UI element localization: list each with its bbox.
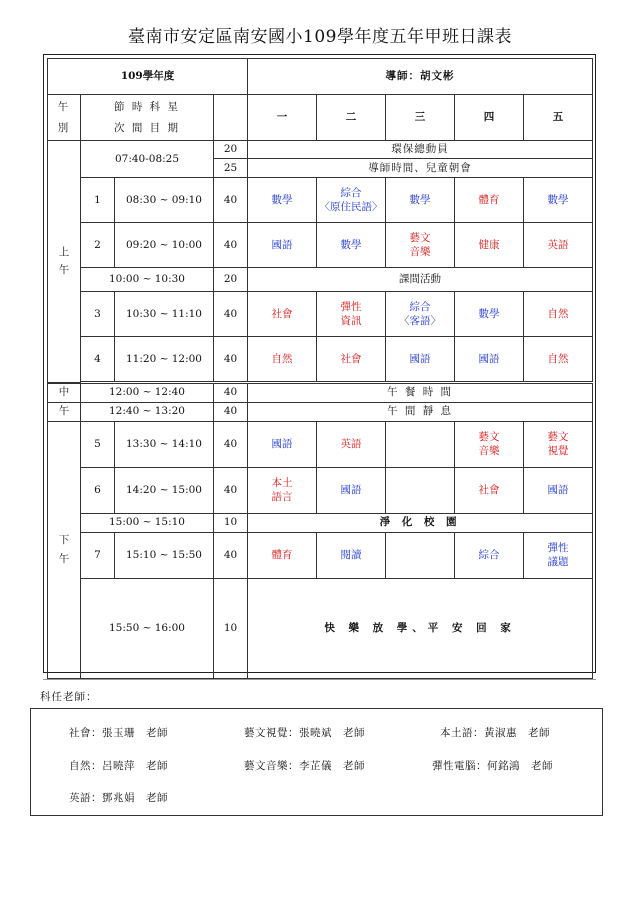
table-row xyxy=(48,532,593,578)
table-row xyxy=(48,402,593,421)
subject-cell: 閱讀 xyxy=(317,532,386,578)
period-time: 14:20 ~ 15:00 xyxy=(115,467,214,513)
minutes-header xyxy=(214,95,248,141)
period-number: 7 xyxy=(81,532,115,578)
subject-cell: 國語 xyxy=(248,223,317,268)
minutes: 40 xyxy=(214,223,248,268)
minutes: 10 xyxy=(214,513,248,532)
minutes: 40 xyxy=(214,467,248,513)
weekday-row xyxy=(48,95,593,141)
header-text: 午 xyxy=(57,101,71,114)
table-row xyxy=(48,223,593,268)
subject-cell: 數學 xyxy=(248,178,317,223)
label-char: 下 xyxy=(58,534,70,547)
table-row xyxy=(48,467,593,513)
teacher-entry: 英語：鄧兆娟 老師 xyxy=(69,792,168,804)
period-time: 13:30 ~ 14:10 xyxy=(115,421,214,467)
subject-cell: 英語 xyxy=(317,421,386,467)
period-time: 08:30 ~ 09:10 xyxy=(115,178,214,223)
subject-cell xyxy=(386,421,455,467)
subject-cell: 國語 xyxy=(455,337,524,382)
subject-cell: 自然 xyxy=(524,337,593,382)
subject-cell: 彈性 議題 xyxy=(524,532,593,578)
subject-cell: 自然 xyxy=(524,292,593,337)
activity: 環保總動員 xyxy=(248,141,593,159)
table-row xyxy=(48,383,593,402)
rest-time: 12:40 ~ 13:20 xyxy=(81,402,214,421)
subject-teachers-box xyxy=(30,708,603,816)
minutes: 20 xyxy=(214,268,248,292)
header-row xyxy=(48,59,593,95)
day-tue: 二 xyxy=(317,95,386,141)
period-time: 09:20 ~ 10:00 xyxy=(115,223,214,268)
label-char: 午 xyxy=(58,264,70,277)
period-number: 5 xyxy=(81,421,115,467)
teacher-entry: 自然：呂曉萍 老師 xyxy=(69,760,168,772)
period-number: 3 xyxy=(81,292,115,337)
minutes: 20 xyxy=(214,141,248,159)
school-year: 109學年度 xyxy=(48,59,248,95)
minutes: 40 xyxy=(214,402,248,421)
afternoon-label xyxy=(48,421,81,678)
subject-cell: 綜合 〈原住民語〉 xyxy=(317,178,386,223)
minutes: 40 xyxy=(214,178,248,223)
noon-label: 午 xyxy=(48,402,81,421)
subject-cell: 健康 xyxy=(455,223,524,268)
day-mon: 一 xyxy=(248,95,317,141)
header-text: 次 間 目 期 xyxy=(113,121,180,134)
table-row xyxy=(48,421,593,467)
subject-cell: 藝文 視覺 xyxy=(524,421,593,467)
header-text: 別 xyxy=(57,121,71,134)
minutes: 25 xyxy=(214,159,248,178)
subject-cell xyxy=(386,532,455,578)
subject-cell: 自然 xyxy=(248,337,317,382)
day-fri: 五 xyxy=(524,95,593,141)
subject-cell: 數學 xyxy=(386,178,455,223)
early-time: 07:40-08:25 xyxy=(81,141,214,178)
table-row xyxy=(48,337,593,382)
table-row xyxy=(48,268,593,292)
divider xyxy=(43,679,596,680)
table-row xyxy=(48,292,593,337)
subject-cell: 數學 xyxy=(455,292,524,337)
homeroom-teacher: 導師：胡文彬 xyxy=(248,59,593,95)
subject-cell: 英語 xyxy=(524,223,593,268)
minutes: 40 xyxy=(214,532,248,578)
table-row xyxy=(48,513,593,532)
table-row xyxy=(48,141,593,159)
subject-cell: 體育 xyxy=(248,532,317,578)
period-number: 1 xyxy=(81,178,115,223)
label-char: 午 xyxy=(58,552,70,565)
lunch-time: 12:00 ~ 12:40 xyxy=(81,383,214,402)
header-text: 節 時 科 星 xyxy=(113,101,180,114)
subject-cell: 綜合 〈客語〉 xyxy=(386,292,455,337)
minutes: 40 xyxy=(214,383,248,402)
minutes: 10 xyxy=(214,578,248,678)
subject-teachers-label: 科任老師： xyxy=(40,691,98,703)
subject-cell: 彈性 資訊 xyxy=(317,292,386,337)
subject-cell: 綜合 xyxy=(455,532,524,578)
label-char: 上 xyxy=(58,246,70,259)
period-number: 6 xyxy=(81,467,115,513)
subject-cell: 社會 xyxy=(317,337,386,382)
teacher-entry: 本土語：黃淑惠 老師 xyxy=(440,727,550,739)
minutes: 40 xyxy=(214,337,248,382)
clean-time: 15:00 ~ 15:10 xyxy=(81,513,214,532)
activity: 課間活動 xyxy=(248,268,593,292)
minutes: 40 xyxy=(214,421,248,467)
home-time: 15:50 ~ 16:00 xyxy=(81,578,214,678)
period-number: 4 xyxy=(81,337,115,382)
day-wed: 三 xyxy=(386,95,455,141)
subject-cell: 國語 xyxy=(524,467,593,513)
subject-cell: 體育 xyxy=(455,178,524,223)
subject-cell: 社會 xyxy=(455,467,524,513)
subject-cell: 本土 語言 xyxy=(248,467,317,513)
period-number: 2 xyxy=(81,223,115,268)
teacher-entry: 藝文音樂：李芷儀 老師 xyxy=(244,760,365,772)
period-time: 10:30 ~ 11:10 xyxy=(115,292,214,337)
teacher-entry: 彈性電腦：何銘鴻 老師 xyxy=(432,760,553,772)
minutes: 40 xyxy=(214,292,248,337)
activity: 午 餐 時 間 xyxy=(248,383,593,402)
period-type-header xyxy=(48,95,81,141)
subject-cell: 國語 xyxy=(317,467,386,513)
table-row xyxy=(48,578,593,678)
teacher-entry: 社會：張玉珊 老師 xyxy=(69,727,168,739)
break-time: 10:00 ~ 10:30 xyxy=(81,268,214,292)
subject-cell: 數學 xyxy=(317,223,386,268)
period-time: 15:10 ~ 15:50 xyxy=(115,532,214,578)
subject-cell: 國語 xyxy=(386,337,455,382)
subject-cell: 數學 xyxy=(524,178,593,223)
subject-cell: 藝文 音樂 xyxy=(455,421,524,467)
diagonal-header xyxy=(81,95,214,141)
subject-cell: 國語 xyxy=(248,421,317,467)
timetable xyxy=(47,58,593,679)
period-time: 11:20 ~ 12:00 xyxy=(115,337,214,382)
subject-cell: 藝文 音樂 xyxy=(386,223,455,268)
day-thu: 四 xyxy=(455,95,524,141)
subject-cell xyxy=(386,467,455,513)
activity: 淨 化 校 園 xyxy=(248,513,593,532)
page-title: 臺南市安定區南安國小109學年度五年甲班日課表 xyxy=(128,27,512,47)
noon-label: 中 xyxy=(48,383,81,402)
teacher-entry: 藝文視覺：張曉斌 老師 xyxy=(244,727,365,739)
morning-label xyxy=(48,141,81,383)
table-row xyxy=(48,178,593,223)
activity: 午 間 靜 息 xyxy=(248,402,593,421)
activity: 快 樂 放 學、平 安 回 家 xyxy=(248,578,593,678)
activity: 導師時間、兒童朝會 xyxy=(248,159,593,178)
subject-cell: 社會 xyxy=(248,292,317,337)
